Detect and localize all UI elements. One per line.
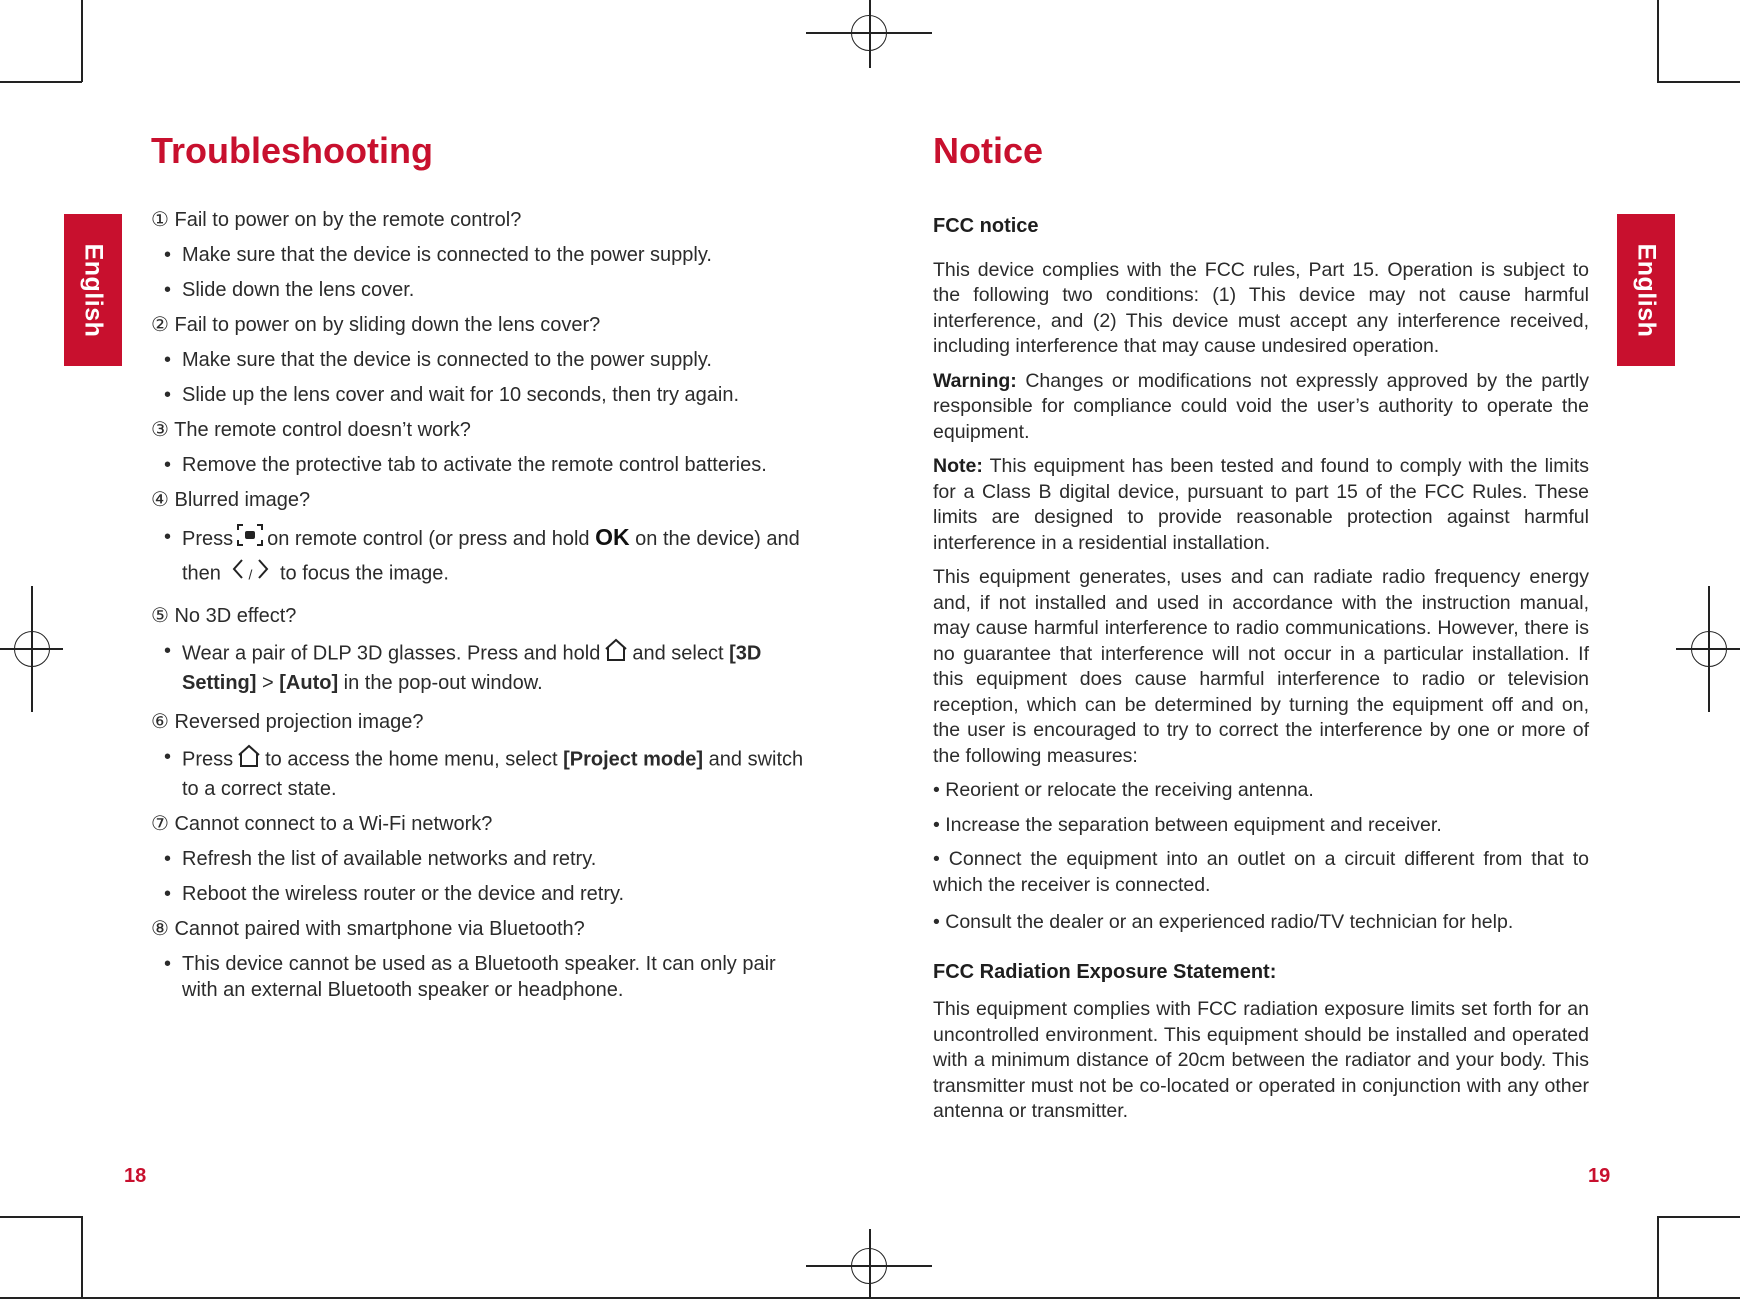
- menu-option-project-mode: [Project mode]: [563, 748, 704, 770]
- troubleshooting-list: [151, 207, 811, 1011]
- answer-item: • Make sure that the device is connected to the power supply.: [151, 347, 811, 374]
- question: ⑦ Cannot connect to a Wi-Fi network?: [151, 812, 493, 835]
- note-label: Note:: [933, 455, 983, 477]
- ok-button-label: OK: [595, 524, 630, 550]
- measure-item: • Increase the separation between equipment and receiver.: [933, 813, 1442, 836]
- note-paragraph: [933, 454, 1589, 556]
- paragraph: This device complies with the FCC rules, Part 15. Operation is subject to the following two conditions: (1) This device may not cause harmful interference, and (2) This device must accept any interference received, including interference that may cause undesired operation.: [933, 258, 1589, 357]
- chevron-right-icon: [255, 557, 271, 591]
- measure-item: • Connect the equipment into an outlet on a circuit different from that to which the receiver is connected.: [933, 848, 1589, 896]
- question: ① Fail to power on by the remote control?: [151, 209, 522, 231]
- answer-item: • Refresh the list of available networks and retry.: [151, 846, 811, 873]
- language-tab-left: [64, 214, 122, 366]
- question: ⑥ Reversed projection image?: [151, 710, 424, 733]
- section-heading-radiation: FCC Radiation Exposure Statement:: [933, 960, 1277, 983]
- page-title-notice: Notice: [933, 130, 1044, 171]
- fcc-notice-section: [933, 214, 1589, 1134]
- language-tab-label: English: [79, 243, 108, 337]
- answer-item: [151, 744, 811, 803]
- page-number-left: 18: [124, 1165, 147, 1187]
- focus-button-icon: [236, 523, 264, 557]
- answer-item: • Remove the protective tab to activate the remote control batteries.: [151, 452, 811, 479]
- answer-text: and select: [632, 642, 724, 664]
- menu-option-3d-setting: [3D Setting]: [182, 642, 762, 694]
- answer-item: [151, 522, 811, 591]
- page-title-troubleshooting: Troubleshooting: [151, 130, 433, 171]
- warning-label: Warning:: [933, 369, 1017, 392]
- home-icon: [603, 638, 629, 670]
- language-tab-right: [1617, 214, 1675, 366]
- language-tab-label: English: [1632, 243, 1661, 337]
- answer-item: • Reboot the wireless router or the device and retry.: [151, 881, 811, 908]
- answer-text: on the device) and: [635, 528, 800, 550]
- question: ④ Blurred image?: [151, 489, 311, 511]
- warning-paragraph: [933, 369, 1589, 446]
- answer-item: [151, 638, 811, 697]
- section-heading-fcc-notice: FCC notice: [933, 215, 1039, 237]
- answer-text: >: [262, 671, 274, 694]
- measure-item: • Reorient or relocate the receiving antenna.: [933, 779, 1314, 801]
- answer-text: and switch to a correct state.: [182, 748, 804, 800]
- answer-text: Press: [182, 528, 234, 550]
- answer-item: • This device cannot be used as a Bluetooth speaker. It can only pair with an external Bluetooth speaker or headphone.: [151, 951, 811, 1003]
- answer-text: on remote control (or press and hold: [267, 528, 590, 550]
- warning-text: Changes or modifications not expressly approved by the partly responsible for compliance could void the user’s authority to operate the equipment.: [933, 369, 1589, 443]
- measure-item: • Consult the dealer or an experienced radio/TV technician for help.: [933, 911, 1514, 933]
- note-text: This equipment has been tested and found to comply with the limits for a Class B digital device, pursuant to part 15 of the FCC Rules. These limits are designed to provide reasonable protection against harmful interference in a residential installation.: [933, 455, 1589, 554]
- question: ③ The remote control doesn’t work?: [151, 419, 471, 441]
- slash-separator: /: [248, 566, 253, 582]
- answer-text: Press: [182, 748, 234, 770]
- answer-text: to access the home menu, select: [265, 748, 558, 770]
- paragraph: This equipment complies with FCC radiation exposure limits set forth for an uncontrolled environment. This equipment should be installed and operated with a minimum distance of 20cm between the radiator and your body. This transmitter must not be co-located or operated in conjunction with any other antenna or transmitter.: [933, 998, 1589, 1122]
- answer-item: • Make sure that the device is connected to the power supply.: [151, 242, 811, 269]
- answer-text: Wear a pair of DLP 3D glasses. Press and hold: [182, 642, 601, 664]
- answer-item: • Slide up the lens cover and wait for 10 seconds, then try again.: [151, 382, 811, 409]
- home-icon: [236, 744, 262, 776]
- chevron-left-icon: [230, 557, 246, 591]
- menu-option-auto: [Auto]: [279, 671, 339, 694]
- question: ② Fail to power on by sliding down the lens cover?: [151, 314, 601, 336]
- answer-text: in the pop-out window.: [343, 671, 543, 694]
- answer-text: to focus the image.: [279, 562, 449, 584]
- paragraph: This equipment generates, uses and can radiate radio frequency energy and, if not installed and used in accordance with the instruction manual, may cause harmful interference to radio communications. However, there is no guarantee that interference will not occur in a particular installation. If this equipment does cause harmful interference to radio or television reception, which can be determined by turning the equipment off and on, the user is encouraged to try to correct the interference by one or more of the following measures:: [933, 566, 1589, 767]
- question: ⑤ No 3D effect?: [151, 604, 297, 627]
- question: ⑧ Cannot paired with smartphone via Bluetooth?: [151, 917, 585, 940]
- page-number-right: 19: [1588, 1165, 1611, 1187]
- answer-item: • Slide down the lens cover.: [151, 277, 811, 304]
- answer-text: then: [182, 562, 221, 584]
